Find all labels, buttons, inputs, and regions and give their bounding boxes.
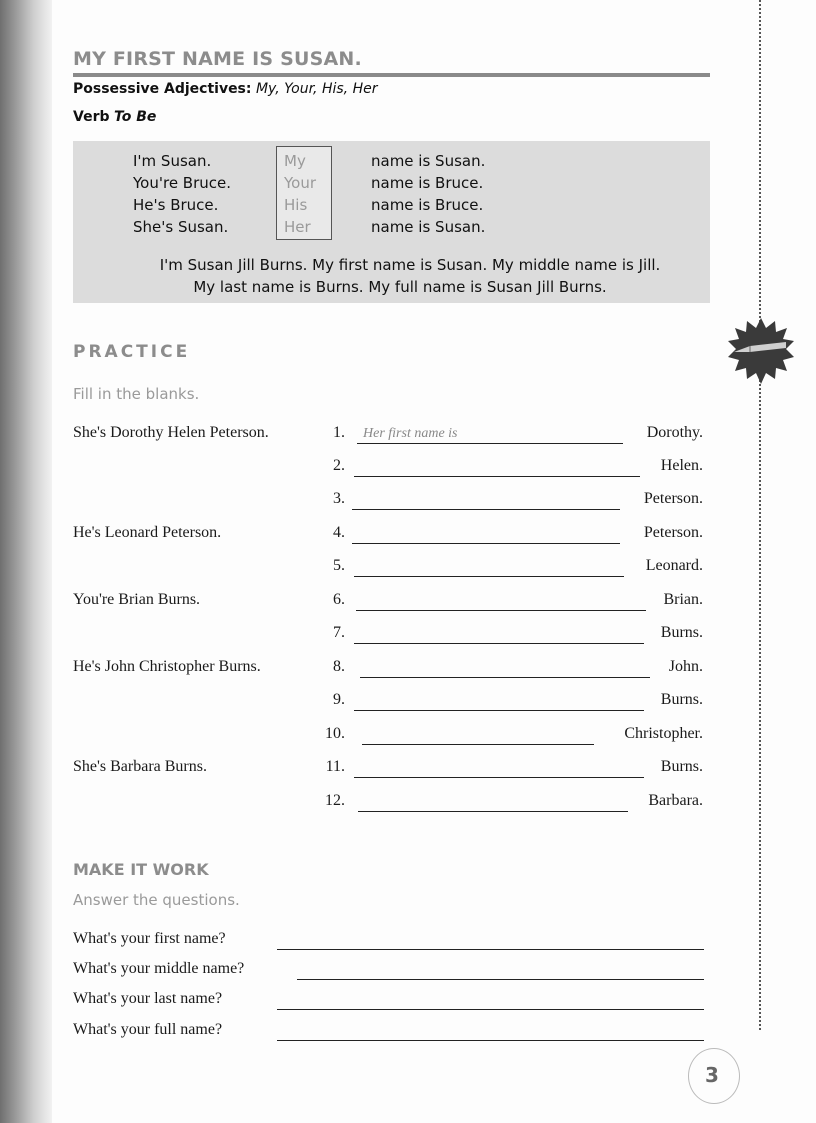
- answer-blank[interactable]: [277, 949, 704, 950]
- exercise-ending: Peterson.: [643, 524, 703, 541]
- question-row-4: [0, 1021, 816, 1047]
- grammar-left-2: You're Bruce.: [133, 174, 232, 192]
- page-number: 3: [705, 1063, 719, 1087]
- exercise-ending: John.: [668, 658, 703, 675]
- grammar-sentence-1: I'm Susan Jill Burns. My first name is Susan. My middle name is Jill.: [159, 256, 661, 274]
- exercise-number: 11.: [325, 758, 345, 775]
- exercise-row-4: [0, 524, 816, 550]
- grammar-sentence-2: My last name is Burns. My full name is Susan Jill Burns.: [193, 278, 607, 296]
- exercise-prompt: You're Brian Burns.: [73, 591, 201, 608]
- exercise-number: 2.: [333, 457, 345, 474]
- exercise-number: 6.: [333, 591, 345, 608]
- exercise-row-8: [0, 658, 816, 684]
- exercise-ending: Peterson.: [643, 490, 703, 507]
- verb-label: Verb: [73, 109, 110, 125]
- question-row-1: [0, 930, 816, 956]
- question-text: What's your first name?: [73, 930, 226, 947]
- answer-blank[interactable]: [297, 979, 704, 980]
- exercise-number: 10.: [325, 725, 345, 742]
- grammar-pos-4: Her: [284, 218, 311, 236]
- grammar-right-2: name is Bruce.: [371, 174, 484, 192]
- answer-blank[interactable]: [354, 643, 644, 644]
- grammar-left-3: He's Bruce.: [133, 196, 219, 214]
- make-it-work-instruction: Answer the questions.: [73, 891, 240, 909]
- exercise-prompt: He's John Christopher Burns.: [73, 658, 261, 675]
- exercise-row-10: [0, 725, 816, 751]
- question-text: What's your middle name?: [73, 960, 245, 977]
- make-it-work-heading: MAKE IT WORK: [73, 860, 209, 879]
- exercise-number: 4.: [333, 524, 345, 541]
- exercise-ending: Christopher.: [624, 725, 703, 742]
- grammar-left-4: She's Susan.: [133, 218, 229, 236]
- answer-blank[interactable]: [360, 677, 650, 678]
- exercise-number: 9.: [333, 691, 345, 708]
- exercise-row-9: [0, 691, 816, 717]
- question-row-2: [0, 960, 816, 986]
- exercise-row-7: [0, 624, 816, 650]
- exercise-ending: Burns.: [660, 758, 703, 775]
- grammar-right-1: name is Susan.: [371, 152, 486, 170]
- grammar-pos-2: Your: [284, 174, 317, 192]
- practice-instruction: Fill in the blanks.: [73, 385, 200, 403]
- exercise-prompt: He's Leonard Peterson.: [73, 524, 222, 541]
- exercise-row-5: [0, 557, 816, 583]
- exercise-ending: Burns.: [660, 624, 703, 641]
- answer-blank[interactable]: [354, 710, 644, 711]
- answer-blank[interactable]: [354, 777, 644, 778]
- answer-blank[interactable]: [277, 1040, 704, 1041]
- practice-heading: PRACTICE: [73, 342, 191, 362]
- grammar-right-4: name is Susan.: [371, 218, 486, 236]
- exercise-ending: Helen.: [660, 457, 703, 474]
- possessive-words: My, Your, His, Her: [255, 81, 378, 97]
- exercise-ending: Burns.: [660, 691, 703, 708]
- answer-blank[interactable]: [362, 744, 594, 745]
- answer-blank[interactable]: [352, 543, 620, 544]
- exercise-row-11: [0, 758, 816, 784]
- handwritten-answer: Her first name is: [363, 426, 458, 441]
- exercise-number: 1.: [333, 424, 345, 441]
- exercise-row-2: [0, 457, 816, 483]
- possessive-label: Possessive Adjectives:: [73, 81, 252, 97]
- answer-blank[interactable]: [358, 811, 628, 812]
- verb-words: To Be: [113, 109, 157, 125]
- exercise-number: 7.: [333, 624, 345, 641]
- exercise-row-6: [0, 591, 816, 617]
- answer-blank[interactable]: [354, 476, 640, 477]
- question-text: What's your last name?: [73, 990, 223, 1007]
- exercise-number: 5.: [333, 557, 345, 574]
- possessive-adjectives-line: [73, 81, 377, 97]
- grammar-pos-1: My: [284, 152, 306, 170]
- answer-blank[interactable]: [356, 610, 646, 611]
- exercise-row-12: [0, 792, 816, 818]
- answer-blank[interactable]: [354, 576, 624, 577]
- answer-blank[interactable]: [357, 426, 623, 444]
- exercise-prompt: She's Barbara Burns.: [73, 758, 207, 775]
- exercise-number: 8.: [333, 658, 345, 675]
- grammar-left-1: I'm Susan.: [133, 152, 212, 170]
- exercise-ending: Barbara.: [648, 792, 703, 809]
- verb-to-be-line: [73, 109, 156, 125]
- exercise-number: 3.: [333, 490, 345, 507]
- exercise-row-3: [0, 490, 816, 516]
- question-text: What's your full name?: [73, 1021, 223, 1038]
- answer-blank[interactable]: [277, 1009, 704, 1010]
- exercise-ending: Leonard.: [645, 557, 703, 574]
- page-title: MY FIRST NAME IS SUSAN.: [73, 48, 362, 70]
- grammar-right-3: name is Bruce.: [371, 196, 484, 214]
- answer-blank[interactable]: [352, 509, 620, 510]
- exercise-number: 12.: [325, 792, 345, 809]
- question-row-3: [0, 990, 816, 1016]
- pencil-badge-icon: [728, 318, 794, 384]
- exercise-ending: Brian.: [663, 591, 703, 608]
- grammar-pos-3: His: [284, 196, 308, 214]
- title-rule: [73, 73, 710, 77]
- exercise-prompt: She's Dorothy Helen Peterson.: [73, 424, 269, 441]
- exercise-row-1: [0, 424, 816, 450]
- exercise-ending: Dorothy.: [646, 424, 703, 441]
- page-number-badge: [688, 1048, 740, 1104]
